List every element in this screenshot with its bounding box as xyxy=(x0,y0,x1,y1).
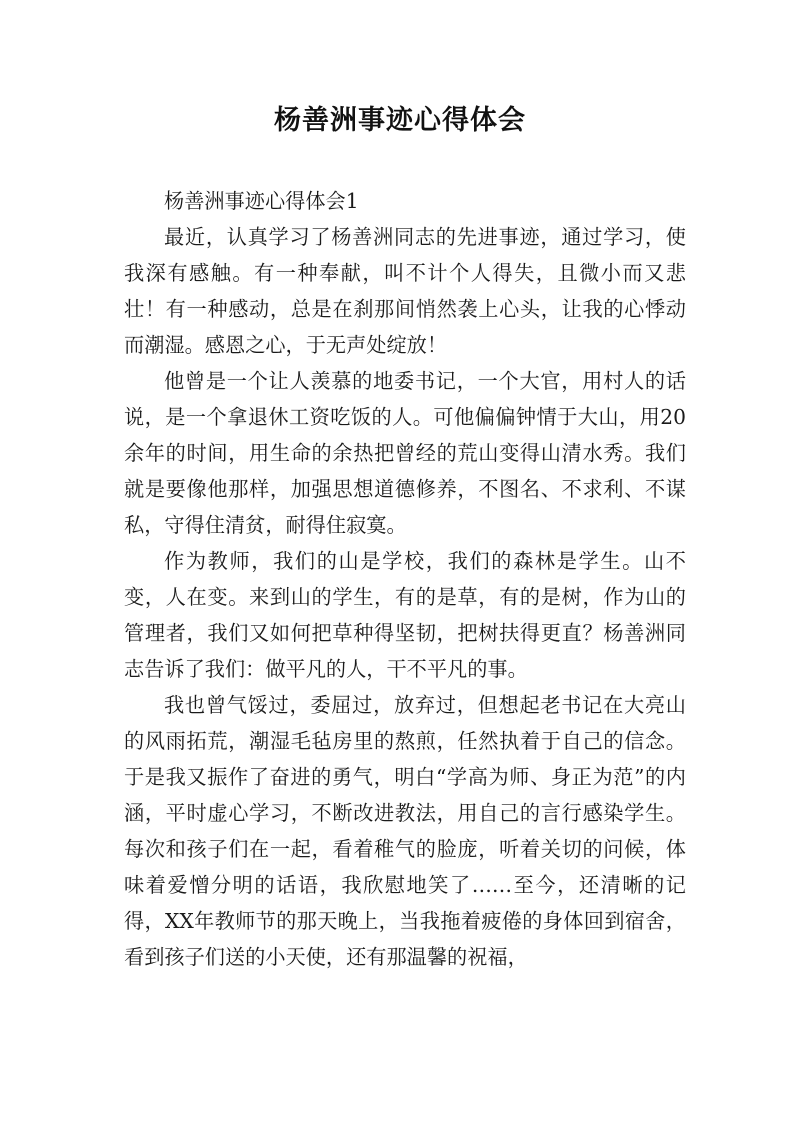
paragraph-1: 最近，认真学习了杨善洲同志的先进事迹，通过学习，使我深有感触。有一种奉献，叫不计个人得失，且微小而又悲壮！有一种感动，总是在刹那间悄然袭上心头，让我的心悸动而潮湿。感恩之心，于无声处绽放！ xyxy=(124,225,686,357)
paragraph-2: 他曾是一个让人羡慕的地委书记，一个大官，用村人的话说，是一个拿退休工资吃饭的人。可他偏偏钟情于大山，用20余年的时间，用生命的余热把曾经的荒山变得山清水秀。我们就是要像他那样，加强思想道德修养，不图名、不求利、不谋私，守得住清贫，耐得住寂寞。 xyxy=(124,369,686,537)
paragraph-4: 我也曾气馁过，委屈过，放弃过，但想起老书记在大亮山的风雨拓荒，潮湿毛毡房里的熬煎，任然执着于自己的信念。于是我又振作了奋进的勇气，明白“学高为师、身正为范”的内涵，平时虚心学习，不断改进教法，用自己的言行感染学生。每次和孩子们在一起，看着稚气的脸庞，听着关切的问候，体味着爱憎分明的话语，我欣慰地笑了……至今，还清晰的记得，XX年教师节的那天晚上，当我拖着疲倦的身体回到宿舍，看到孩子们送的小天使，还有那温馨的祝福， xyxy=(124,693,686,969)
section-subtitle: 杨善洲事迹心得体会1 xyxy=(164,189,359,213)
paragraph-3: 作为教师，我们的山是学校，我们的森林是学生。山不变，人在变。来到山的学生，有的是草，有的是树，作为山的管理者，我们又如何把草种得坚韧，把树扶得更直？杨善洲同志告诉了我们：做平凡的人，干不平凡的事。 xyxy=(124,549,686,681)
document-body xyxy=(124,183,686,975)
document-title: 杨善洲事迹心得体会 xyxy=(274,105,526,136)
